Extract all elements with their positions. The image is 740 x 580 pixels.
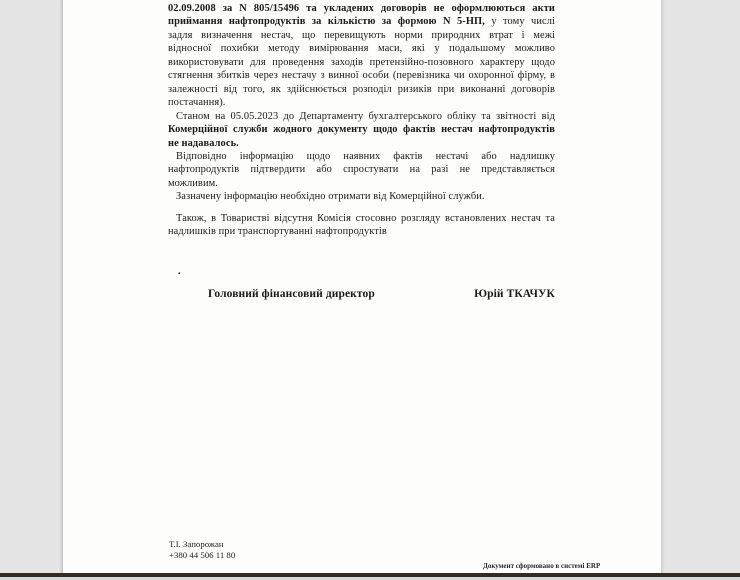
signature-row [168,288,555,301]
doc-line: 02.09.2008 за N 805/15496 та укладених договорів не оформлюються акти [168,3,555,14]
contact-name: Т.І. Запорожан [169,539,224,549]
doc-line: Зазначену інформацію необхідно отримати від Комерційної служби. [176,191,485,203]
doc-line: не надавалось. [168,137,239,149]
document-page [62,0,662,574]
doc-line-segment-bold: приймання нафтопродуктів за кількістю за формою N 5-НП, [168,16,485,28]
doc-line: постачання). [168,97,226,109]
doc-line-segment: у тому числі [484,16,555,28]
contact-phone: +380 44 506 11 80 [169,549,236,560]
document-body-text [168,2,555,302]
doc-line: нафтопродуктів підтвердити або спростувати на разі не представляється [168,164,555,176]
signature-name: Юрій ТКАЧУК [474,288,555,301]
doc-line: Комерційної служби жодного документу щодо фактів нестач нафтопродуктів [168,124,555,136]
signature-title: Головний фінансовий директор [208,288,375,301]
stray-period-mark: . [178,265,181,277]
footer-contact-block [169,539,235,560]
doc-line [168,15,555,28]
doc-line: Станом на 05.05.2023 до Департаменту бухгалтерського обліку та звітності від [176,110,555,122]
doc-line: Відповідно інформацію щодо наявних фактів нестачі або надлишку [176,150,555,162]
doc-line: Також, в Товаристві відсутня Комісія стосовно розгляду встановлених нестач та [176,212,555,224]
doc-line: відносної похибки методу вимірювання маси, які у подальшому можливо [168,43,555,55]
doc-line: надлишків при транспортуванні нафтопродуктів [168,226,387,238]
erp-system-note: Документ сформовано в системі ERP [483,562,601,570]
doc-line: задля визначення нестач, що перевищують норми природних втрат і межі [168,29,555,41]
doc-line: можливим. [168,177,218,189]
doc-line: використовувати для проведення заходів претензійно-позовного характеру щодо [168,56,555,68]
doc-line: залежності від того, як здійснюється розподіл ризиків при виконанні договорів [168,83,555,95]
doc-line: стягнення збитків через нестачу з винної особи (перевізника чи охоронної фірму, в [168,70,555,82]
